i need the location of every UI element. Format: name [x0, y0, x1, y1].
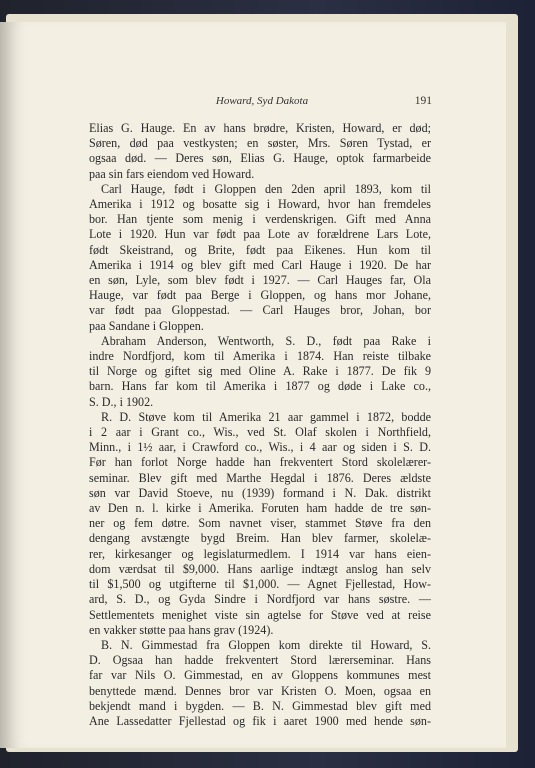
text-line: født Skeistrand, og Brite, født paa Eikenes. Hun kom til: [89, 242, 431, 257]
text-line: barn. Hans far kom til Amerika i 1877 og døde i Lake co.,: [89, 379, 431, 394]
text-line: en vakker støtte paa hans grav (1924).: [89, 622, 274, 637]
text-line: Ane Lassedatter Fjellestad og fik i aaret 1900 med hende søn-: [89, 713, 431, 728]
running-head: Howard, Syd Dakota: [215, 95, 309, 107]
text-line: Abraham Anderson, Wentworth, S. D., født paa Rake i: [101, 333, 431, 348]
text-line: i 2 aar i Grant co., Wis., ved St. Olaf skolen i Northfield,: [89, 425, 431, 440]
text-line: benyttede mænd. Dennes bror var Kristen O. Moen, ogsaa en: [89, 683, 431, 698]
body-text: [89, 121, 431, 729]
text-line: Carl Hauge, født i Gloppen den 2den april 1893, kom til: [101, 181, 431, 196]
text-line: R. D. Støve kom til Amerika 21 aar gammel i 1872, bodde: [101, 409, 431, 424]
text-line: en søn, Lyle, som blev født i 1927. — Carl Hauges far, Ola: [89, 273, 431, 288]
text-line: far var Nils O. Gimmestad, en av Gloppens kommunes mest: [89, 668, 431, 683]
text-line: seminar. Blev gift med Marthe Hegdal i 1876. Deres ældste: [89, 470, 431, 485]
text-line: dom værdsat til $9,000. Hans aarlige indtægt anslog han selv: [89, 561, 431, 576]
text-line: paa Sandane i Gloppen.: [89, 318, 204, 333]
text-line: D. Ogsaa han hadde frekventert Stord lærerseminar. Hans: [89, 653, 431, 668]
text-line: Settlementets menighet viste sin agtelse for Støve ved at reise: [89, 607, 431, 622]
text-line: Søren, død paa vestkysten; en søster, Mrs. Søren Tystad, er: [89, 136, 431, 151]
text-line: ogsaa død. — Deres søn, Elias G. Hauge, optok farmarbeide: [89, 151, 431, 166]
text-line: bor. Han tjente som menig i verdenskrigen. Gift med Anna: [89, 212, 431, 227]
text-line: Minn., i 1½ aar, i Crawford co., Wis., i 4 aar og siden i S. D.: [89, 440, 431, 455]
page-header: [92, 95, 432, 111]
page-number: 191: [414, 95, 432, 107]
text-line: ard, S. D., og Gyda Sindre i Nordfjord var hans søstre. —: [89, 592, 431, 607]
text-line: ner og fem døtre. Som navnet viser, stammet Støve fra den: [89, 516, 431, 531]
text-line: dengang avstængte bygd Breim. Han blev farmer, skolelæ-: [89, 531, 431, 546]
text-line: B. N. Gimmestad fra Gloppen kom direkte til Howard, S.: [101, 637, 431, 652]
text-line: av Den n. l. kirke i Amerika. Foruten ham hadde de tre søn-: [89, 501, 431, 516]
text-line: Amerika i 1914 og blev gift med Carl Hauge i 1920. De har: [89, 257, 431, 272]
text-line: paa sin fars eiendom ved Howard.: [89, 166, 255, 181]
text-line: bekjendt mand i bygden. — B. N. Gimmestad blev gift med: [89, 698, 431, 713]
text-line: til $1,500 og utgifterne til $1,000. — Agnet Fjellestad, How-: [89, 577, 431, 592]
text-line: Før han forlot Norge hadde han frekventert Stord skolelærer-: [89, 455, 431, 470]
text-line: Elias G. Hauge. En av hans brødre, Kristen, Howard, er død;: [89, 121, 431, 135]
text-line: Amerika i 1912 og bosatte sig i Howard, hvor han fremdeles: [89, 197, 431, 212]
text-line: rer, kirkesanger og legislaturmedlem. I 1914 var hans eien-: [89, 546, 431, 561]
text-line: til Norge og giftet sig med Oline A. Rake i 1877. De fik 9: [89, 364, 431, 379]
text-line: var født paa Gloppestad. — Carl Hauges bror, Johan, bor: [89, 303, 431, 318]
text-line: søn var David Stoeve, nu (1939) formand i N. Dak. distrikt: [89, 485, 431, 500]
text-line: indre Nordfjord, kom til Amerika i 1874. Han reiste tilbake: [89, 349, 431, 364]
text-line: S. D., i 1902.: [89, 394, 154, 409]
text-line: Lote i 1920. Hun var født paa Lote av forældrene Lars Lote,: [89, 227, 431, 242]
text-line: Hauge, var født paa Berge i Gloppen, og hans mor Johane,: [89, 288, 431, 303]
